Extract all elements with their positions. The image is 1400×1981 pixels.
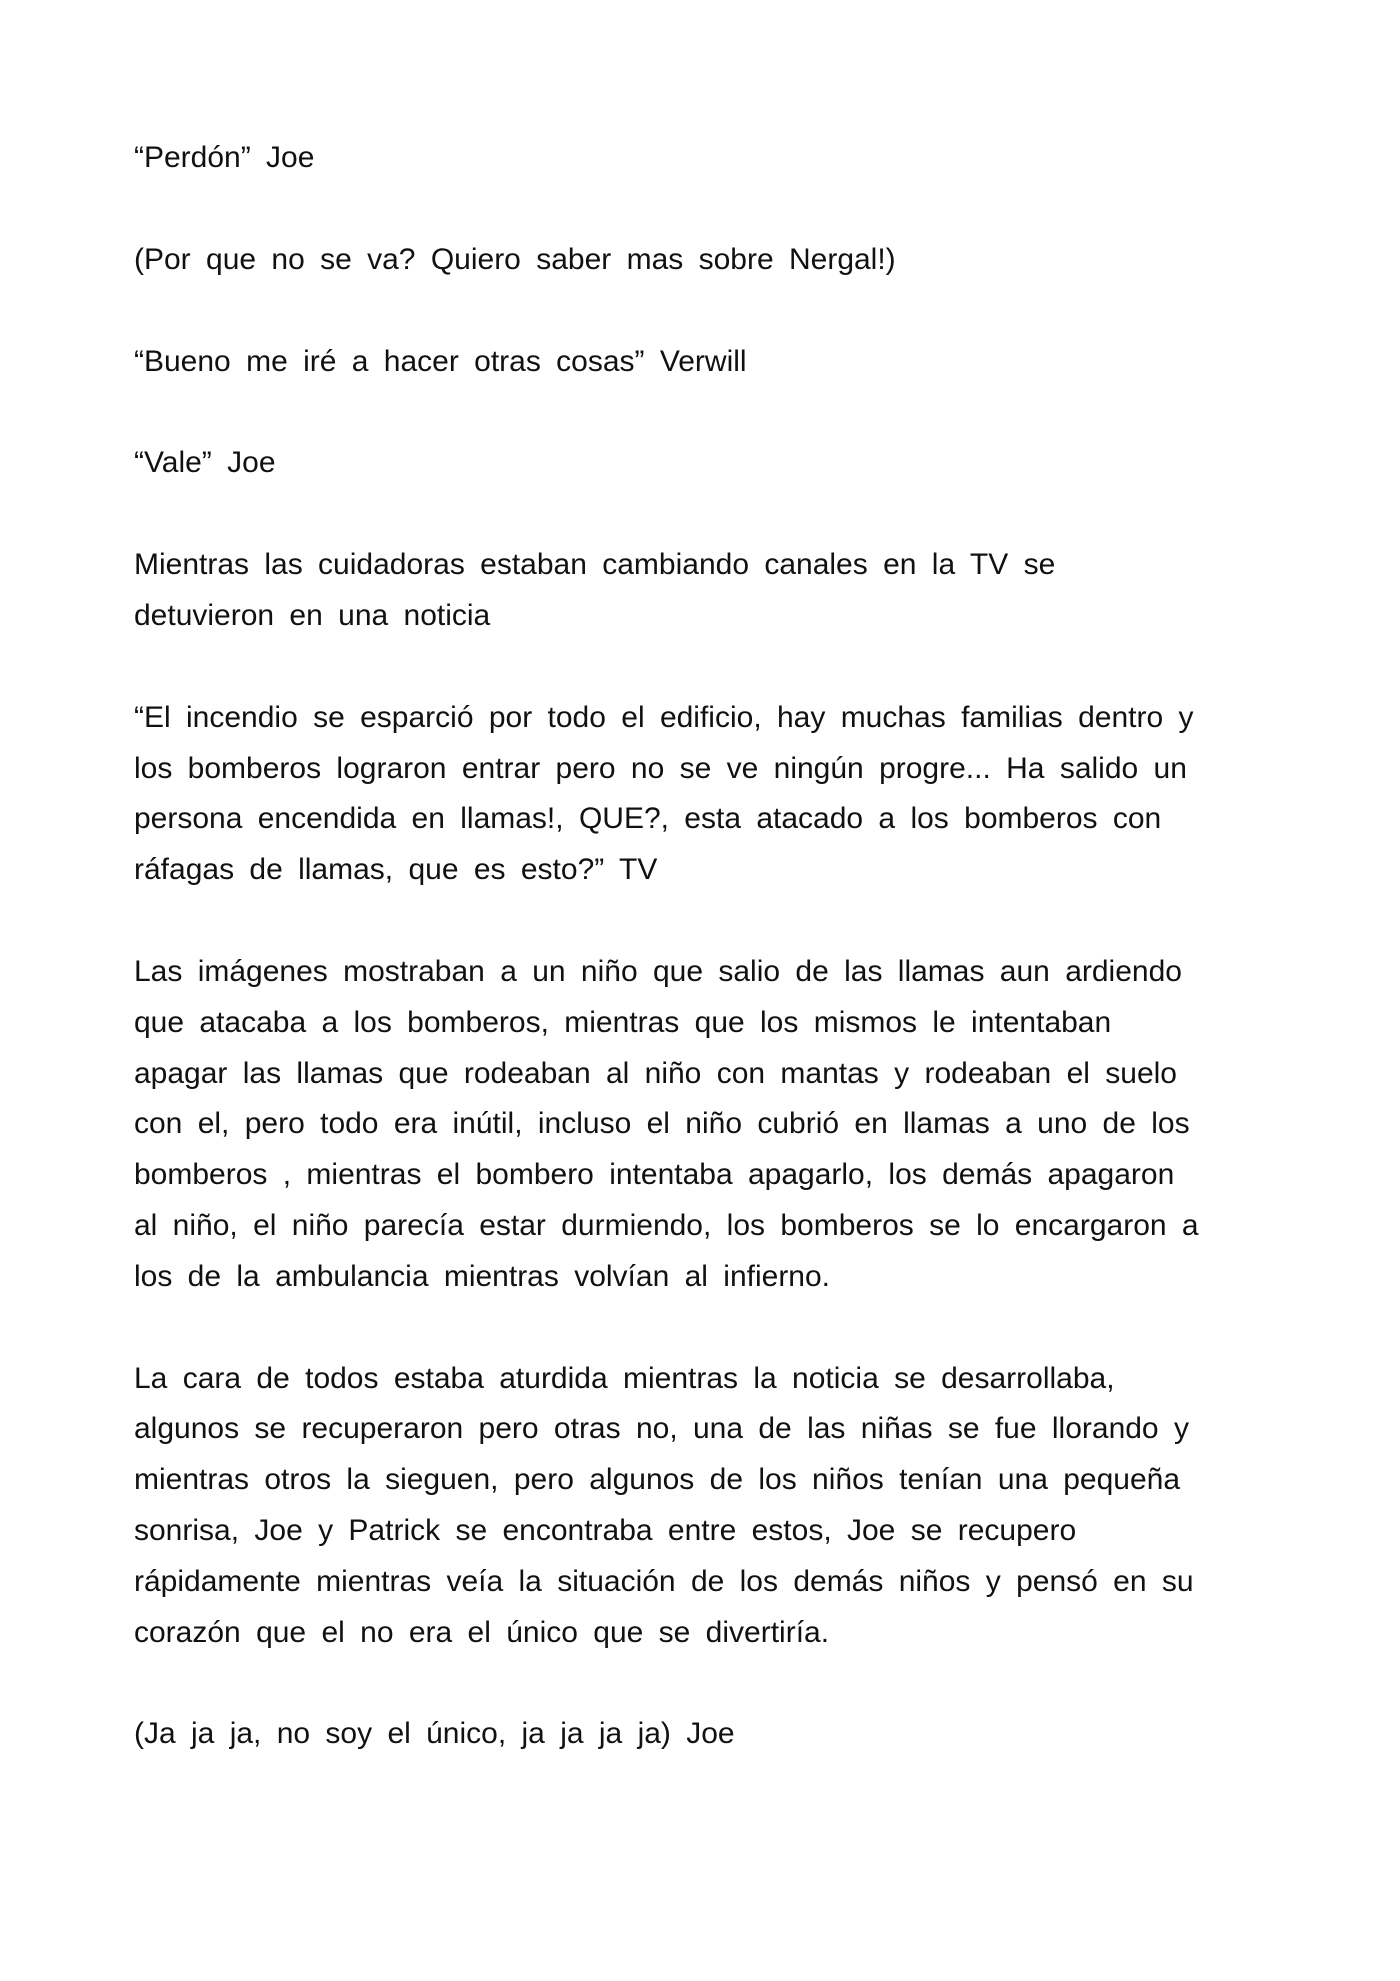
text-line: persona encendida en llamas!, QUE?, esta atacado a los bomberos con: [134, 802, 1162, 836]
text-line: corazón que el no era el único que se divertiría.: [134, 1615, 830, 1649]
text-line: ráfagas de llamas, que es esto?” TV: [134, 853, 658, 887]
paragraph-dialogue-perdon: [134, 133, 1267, 184]
paragraph-thought-laugh: [134, 1709, 1267, 1760]
text-line: mientras otros la sieguen, pero algunos de los niños tenían una pequeña: [134, 1463, 1181, 1497]
text-line: La cara de todos estaba aturdida mientras la noticia se desarrollaba,: [134, 1361, 1115, 1395]
text-line: “Perdón” Joe: [134, 141, 315, 174]
paragraph-fire-report: [134, 693, 1267, 896]
paragraph-images: [134, 947, 1267, 1303]
paragraph-dialogue-verwill: [134, 337, 1267, 388]
text-line: rápidamente mientras veía la situación de los demás niños y pensó en su: [134, 1564, 1194, 1598]
text-line: los de la ambulancia mientras volvían al infierno.: [134, 1259, 831, 1293]
text-line: (Ja ja ja, no soy el único, ja ja ja ja) Joe: [134, 1717, 735, 1751]
text-line: algunos se recuperaron pero otras no, una de las niñas se fue llorando y: [134, 1412, 1189, 1446]
text-line: que atacaba a los bomberos, mientras que los mismos le intentaban: [134, 1005, 1112, 1039]
text-line: Mientras las cuidadoras estaban cambiando canales en la TV se: [134, 548, 1056, 582]
text-line: detuvieron en una noticia: [134, 598, 491, 632]
text-line: “El incendio se esparció por todo el edificio, hay muchas familias dentro y: [134, 700, 1194, 734]
text-line: bomberos , mientras el bombero intentaba apagarlo, los demás apagaron: [134, 1158, 1175, 1192]
text-line: al niño, el niño parecía estar durmiendo, los bomberos se lo encargaron a: [134, 1208, 1199, 1242]
text-line: con el, pero todo era inútil, incluso el niño cubrió en llamas a uno de los: [134, 1107, 1190, 1141]
text-line: (Por que no se va? Quiero saber mas sobre Nergal!): [134, 242, 896, 276]
text-line: apagar las llamas que rodeaban al niño con mantas y rodeaban el suelo: [134, 1056, 1177, 1090]
paragraph-tv-news: [134, 540, 1267, 642]
text-line: los bomberos lograron entrar pero no se ve ningún progre... Ha salido un: [134, 751, 1187, 785]
paragraph-dialogue-vale: [134, 438, 1267, 489]
text-line: “Vale” Joe: [134, 446, 276, 480]
paragraph-thought-nergal: [134, 235, 1267, 286]
text-line: sonrisa, Joe y Patrick se encontraba entre estos, Joe se recupero: [134, 1513, 1077, 1547]
text-line: “Bueno me iré a hacer otras cosas” Verwill: [134, 344, 747, 378]
text-line: Las imágenes mostraban a un niño que salio de las llamas aun ardiendo: [134, 954, 1182, 988]
paragraph-reactions: [134, 1354, 1267, 1659]
